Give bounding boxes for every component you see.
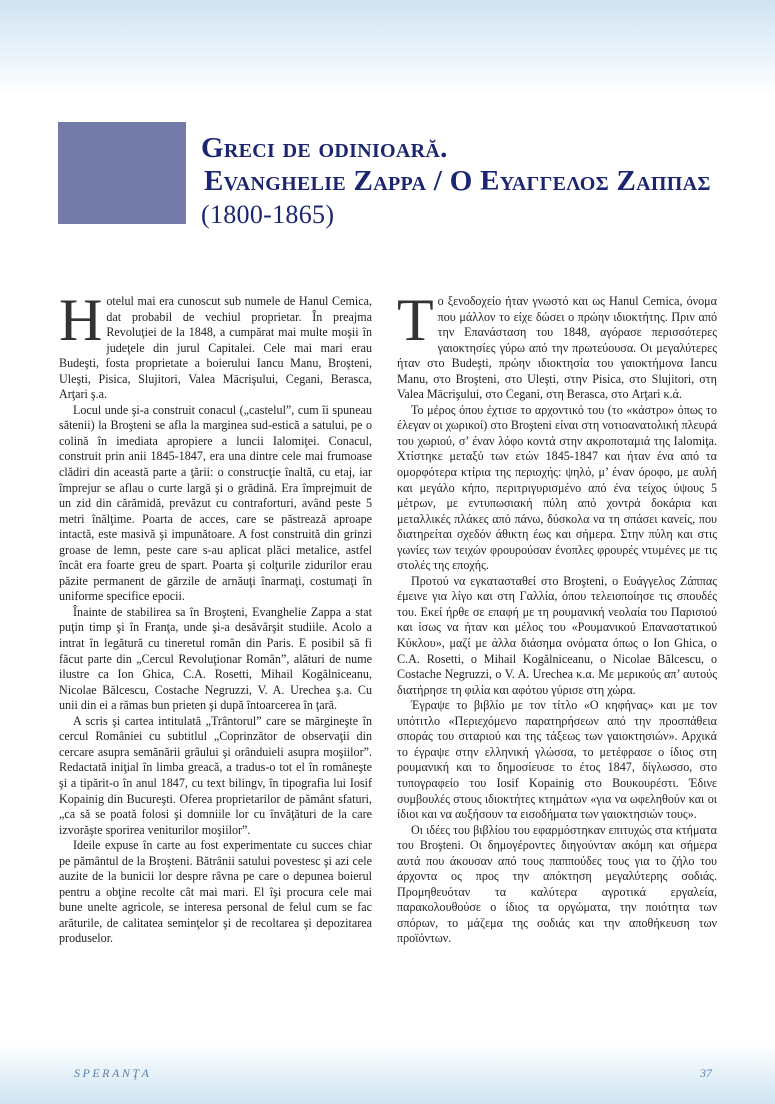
paragraph: Έγραψε το βιβλίο με τον τίτλο «Ο κηφήνας» και με τον υπότιτλο «Περιεχόμενο παρατηρήσεων από την προσπάθεια σποράς του σιταριού και της τάξεως των γαιοκτησιών». Αρχικά το έγραψε στην ελληνική γλώσσα, το μετέφρασε ο ίδιος στη ρουμανική και το δημοσίευσε το έτος 1847, δίγλωσσο, στο τυπογραφείο του Iosif Kopainig στο Βουκουρέστι. Έδινε συμβουλές στους ιδιοκτήτες κτημάτων «για να ωφεληθούν και οι ίδιοι και να αυξήσουν τα εισοδήματα των γαιοκτησιών τους». [397,698,717,822]
magazine-name: SPERANŢA [74,1066,152,1080]
title-color-block [58,122,186,224]
romanian-text-column [59,287,372,947]
paragraph: Προτού να εγκατασταθεί στο Broşteni, ο Ευάγγελος Ζάππας έμεινε για λίγο και στη Γαλλία, όπου τελειοποίησε τις σπουδές του. Εκεί ήρθε σε επαφή με τη ρουμανική νεολαία του Παρισιού και ίσως να ήταν και μέλος του «Ρουμανικού Επαναστατικού Κύκλου», μαζί με άλλα διάσημα ονόματα όπως ο Ion Ghica, ο C.A. Rosetti, ο Mihail Kogălniceanu, ο Nicolae Bălcescu, ο Costache Negruzzi, ο V. A. Urechea κ.α. Με μερικούς απ’ αυτούς διατήρησε τη φιλία και αφότου γύρισε στη χώρα. [397,573,717,697]
greek-text-column [397,287,717,947]
article-title [201,132,741,231]
drop-cap: Τ [397,287,434,353]
drop-cap: H [59,287,103,353]
paragraph: Το μέρος όπου έχτισε το αρχοντικό του (το «κάστρο» όπως το έλεγαν οι χωρικοί) στο Broşteni είναι στη νοτιοανατολική πλευρά του χωριού, σ’ έναν λόφο κοντά στην ακροποταμιά της Ialomiţa. Χτίστηκε μεταξύ των ετών 1845-1847 και ήταν ένα από τα ομορφότερα κτίρια της περιοχής: ψηλό, μ’ έναν όροφο, με αυλή και μεγάλο κήπο, περιτριγυρισμένο από ένα τείχος ύψους 5 μέτρων, με εντυπωσιακή πύλη από χοντρά δοκάρια και μεταλλικές πλάκες από πάνω, δύσκολα να τη σπάσει κανείς, που διατηρείται σχεδόν άθικτη έως και σήμερα. Στην πύλη και στις γωνίες των τειχών φρουρούσαν ένοπλες φρουρές ντυμένες με τις στολές της εποχής. [397,402,717,573]
top-gradient-band [0,0,775,95]
paragraph: Hotelul mai era cunoscut sub numele de Hanul Cemica, dat probabil de vechiul proprietar. În preajma Revoluţiei de la 1848, a cumpărat mai multe moşii în judeţele din jurul Capitalei. Cele mai mari erau Budeşti, fosta proprietate a boierului Iancu Manu, Broşteni, Uleşti, Pisica, Slujitori, Valea Mācrişului, Cegani, Berasca, Arţari ş.a. [59,287,372,402]
page-number: 37 [700,1066,712,1080]
paragraph: Οι ιδέες του βιβλίου του εφαρμόστηκαν επιτυχώς στα κτήματα του Broşteni. Οι δημογέροντες διηγούνταν ακόμη και σήμερα αυτά που άκουσαν από τους παππούδες τους για το ζήλο του άρχοντα ος προς την απόκτηση μεγαλύτερης σοδιάς. Προμηθευόταν τα καλύτερα αγροτικά εργαλεία, παρακολουθούσε ο ίδιος τα οργώματα, την ποιότητα των σπόρων, το μάζεμα της σοδιάς και την αποθήκευση των προϊόντων. [397,822,717,946]
paragraph: A scris şi cartea intitulată „Trântorul” care se mărgineşte în cercul României cu subtitlul „Coprinzător de observaţii din cercare asupra semănării grâului şi orânduieli asupra moşiilor”. Redactată iniţial în limba greacă, a tradus-o tot el în româneşte şi a tipărit-o în anul 1847, cu text bilingv, în tipografia lui Iosif Kopainig din Bucureşti. Oferea proprietarilor de pământ sfaturi, „ca să se poată folosi şi domniile lor cu învăţături de la care izvorăşte sporirea veniturilor moşiilor”. [59,713,372,837]
title-line-years: (1800-1865) [201,200,335,229]
paragraph: Ideile expuse în carte au fost experimentate cu succes chiar pe pământul de la Broşteni. Bătrânii satului povestesc şi azi cele auzite de la bunicii lor despre râvna pe care o depunea boierul pentru a obţine recolte cât mai mari. El îşi procura cele mai bune unelte agricole, se interesa personal de felul cum se fac arăturile, de calitatea seminţelor şi de recoltarea şi depozitarea produselor. [59,838,372,946]
paragraph: Locul unde şi-a construit conacul („castelul”, cum îi spuneau sătenii) la Broşteni se afla la marginea sud-estică a satului, pe o colină în imediata apropiere a luncii Ialomiţei. Conacul, construit prin anii 1845-1847, era una dintre cele mai frumoase clădiri din această parte a ţării: o construcţie înaltă, cu etaj, iar împrejur se aflau o curte largă şi o grădină. Era împrejmuit de un zid din cărămidă, prevăzut cu contraforturi, având peste 5 metri înălţime. Poarta de acces, care se păstrează aproape intactă, este masivă şi impunătoare. A fost construită din grinzi groase de lemn, peste care s-au aplicat plăci metalice, astfel încât era foarte greu de spart. Poarta şi colţurile zidurilor erau păzite permanent de gărzile de arnăuţi înarmaţi, costumaţi în uniforme specifice epocii. [59,402,372,604]
paragraph: Το ξενοδοχείο ήταν γνωστό και ως Hanul Cemica, όνομα που μάλλον το είχε δώσει ο πρώην ιδιοκτήτης. Πριν από την Επανάσταση του 1848, αγόρασε περισσότερες γαιοκτησίες γύρω από την πρωτεύουσα. Οι μεγαλύτερες ήταν στο Budeşti, πρώην ιδιοκτησία του γαιοκτήμονα Iancu Manu, στο Broşteni, στο Uleşti, στην Pisica, στο Slujitori, στη Valea Mācrişului, στο Cegani, στη Berasca, στο Arţari κ.ά. [397,287,717,402]
title-line-names: Evanghelie Zappa / Ο Ευαγγελος Ζαππας [204,165,711,197]
paragraph: Înainte de stabilirea sa în Broşteni, Evanghelie Zappa a stat puţin timp şi în Franţa, unde şi-a desăvârşit studiile. Acolo a intrat în legătură cu tineretul român din Paris. E posibil să fi făcut parte din „Cercul Revoluţionar Român”, alături de nume ilustre ca Ion Ghica, C.A. Rosetti, Mihail Kogălniceanu, Nicolae Bălcescu, Costache Negruzzi, V. A. Urechea ş.a. Cu unii din ei a rămas bun prieten şi după întoarcerea în ţară. [59,604,372,713]
title-line-romanian: Greci de odinioară. [201,132,448,164]
